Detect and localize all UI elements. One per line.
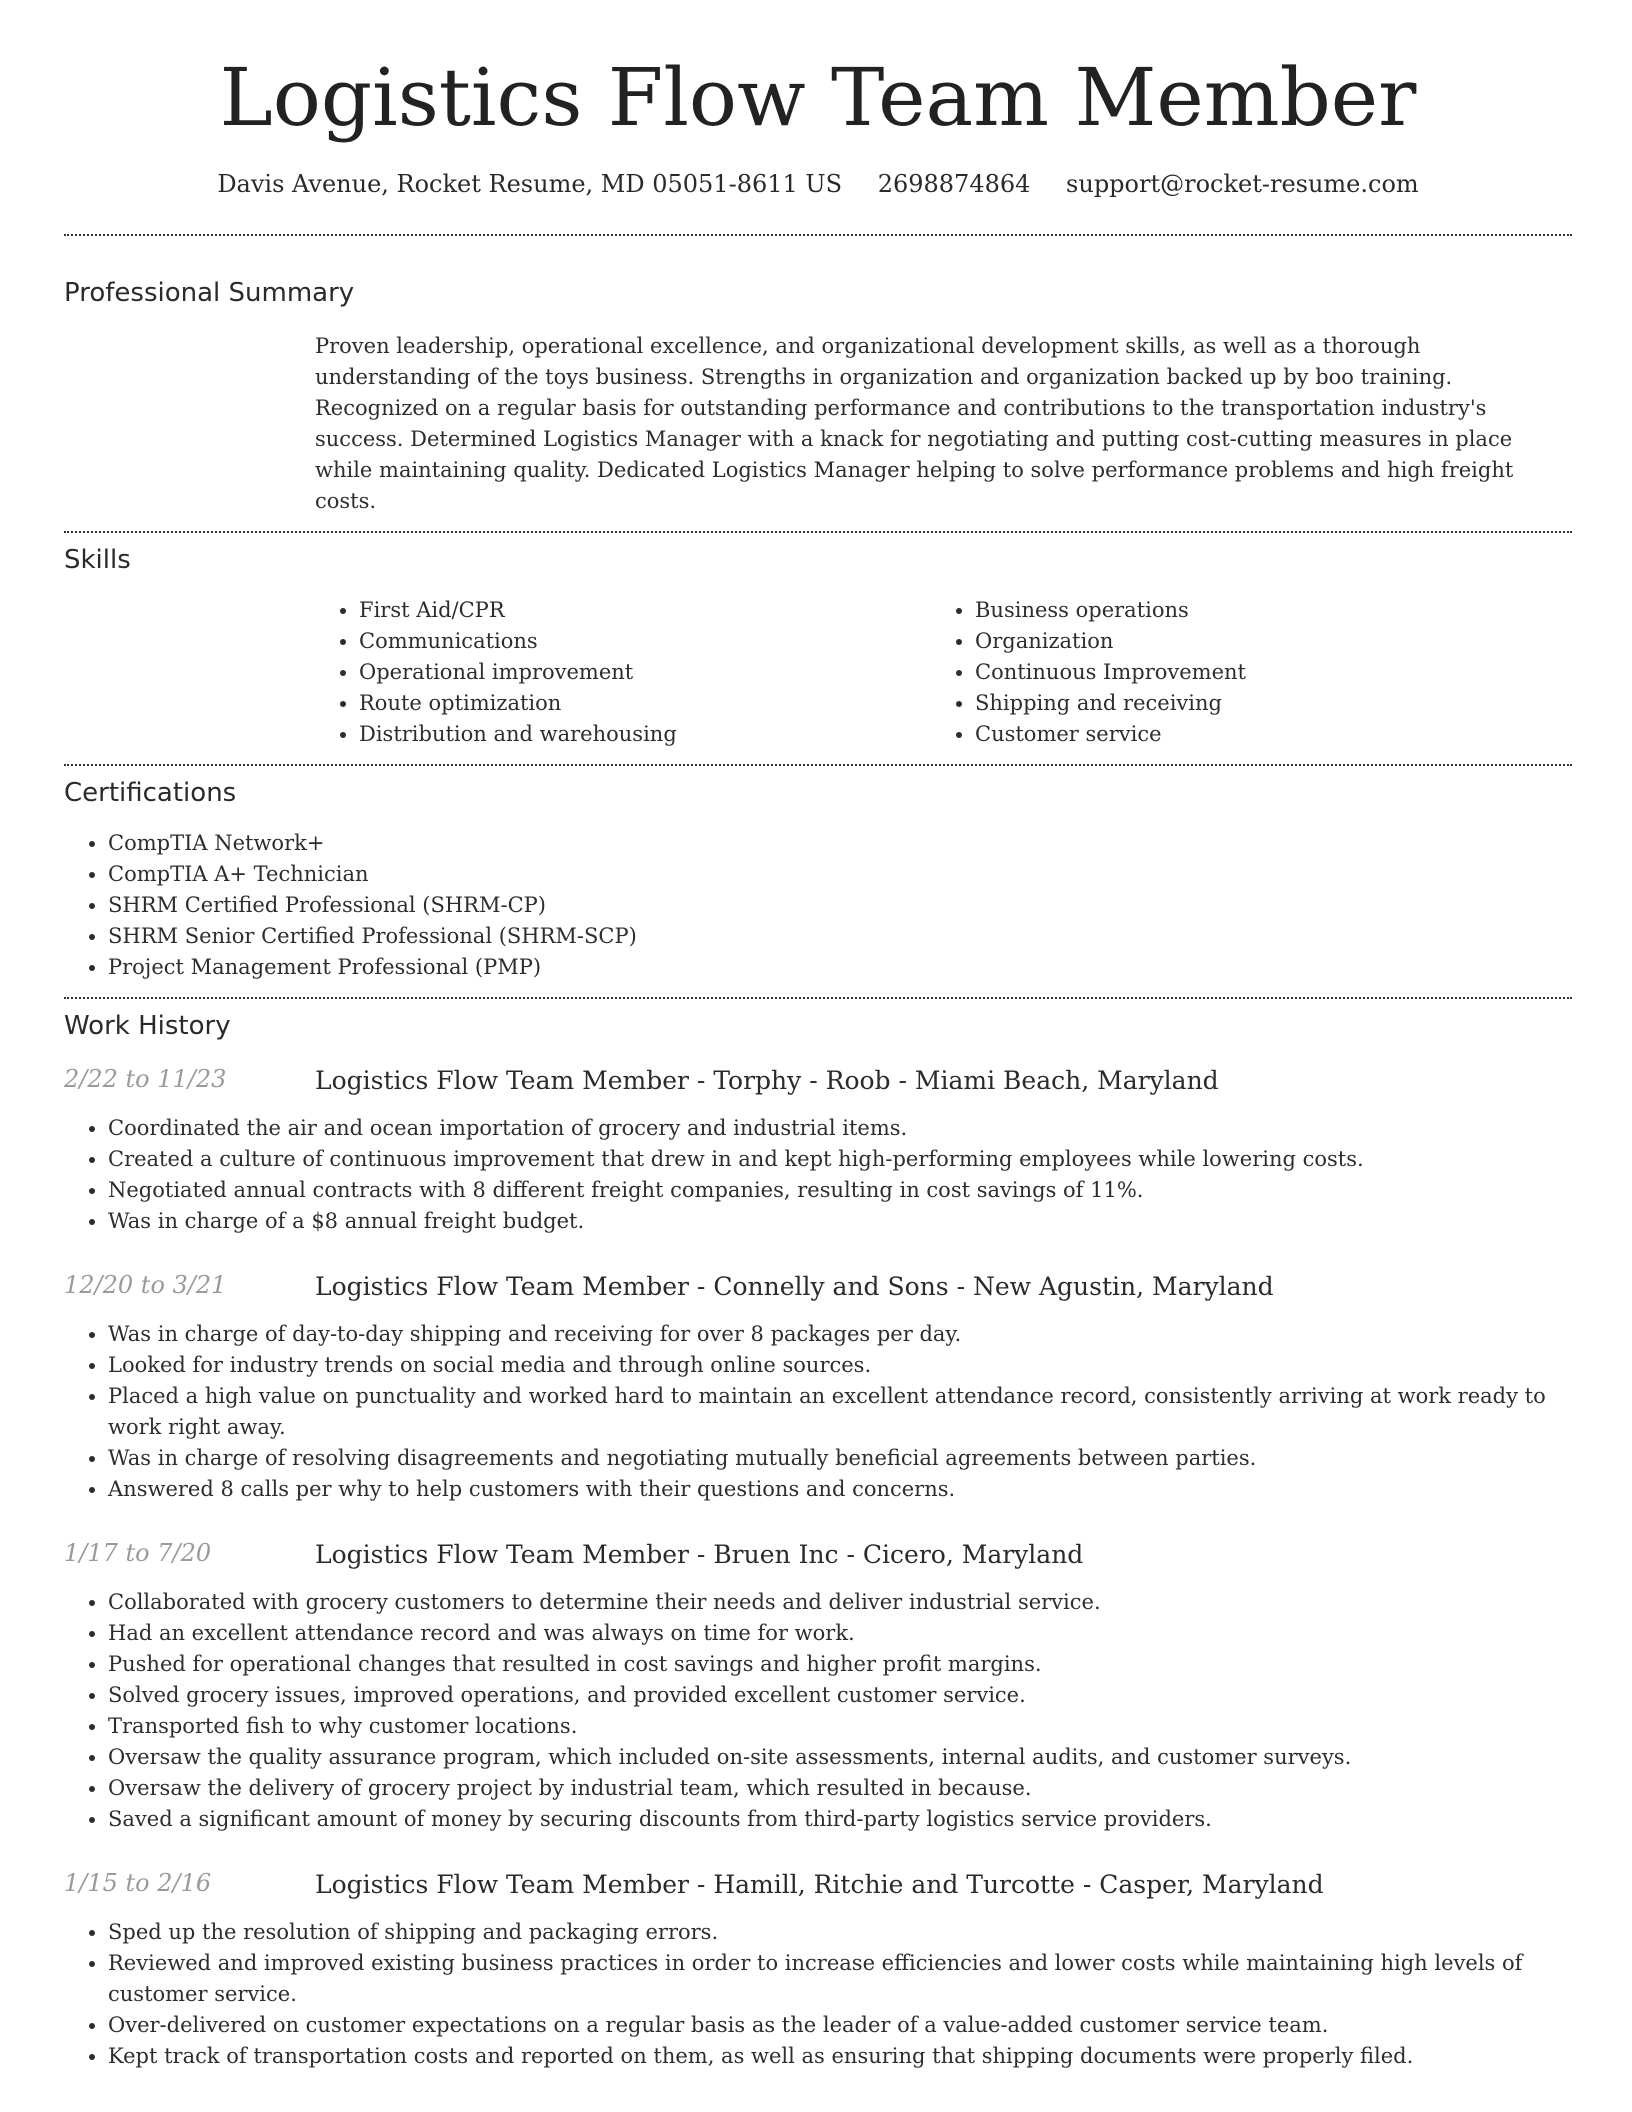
certification-item: • Project Management Professional (PMP) [108,952,1572,983]
section-heading-work-history: Work History [64,1011,231,1041]
job-bullet: • Kept track of transportation costs and reported on them, as well as ensuring that shipping documents were properly filed. [108,2041,1572,2072]
skill-item: • Business operations [975,595,1547,626]
job-bullet: • Answered 8 calls per why to help customers with their questions and concerns. [108,1474,1572,1505]
job-bullet: • Placed a high value on punctuality and worked hard to maintain an excellent attendance record, consistently arriving at work ready to work right away. [108,1381,1572,1443]
job-bullet: • Saved a significant amount of money by securing discounts from third-party logistics service providers. [108,1804,1572,1835]
job-title: Logistics Flow Team Member - Hamill, Ritchie and Turcotte - Casper, Maryland [315,1870,1324,1899]
job-bullet: • Collaborated with grocery customers to determine their needs and deliver industrial service. [108,1587,1572,1618]
skill-item: • Distribution and warehousing [359,719,931,750]
summary-text: Proven leadership, operational excellence, and organizational development skills, as well as a thorough understanding of the toys business. Strengths in organization and organization backed up by boo training. Recognized on a regular basis for outstanding performance and contributions to the transportation industry's success. Determined Logistics Manager with a knack for negotiating and putting cost-cutting measures in place while maintaining quality. Dedicated Logistics Manager helping to solve performance problems and high freight costs. [315,334,1514,513]
skill-item: • Shipping and receiving [975,688,1547,719]
skill-item: • Customer service [975,719,1547,750]
job-bullet: • Was in charge of day-to-day shipping and receiving for over 8 packages per day. [108,1319,1572,1350]
skill-item: • Continuous Improvement [975,657,1547,688]
work-history-section [64,999,1572,2072]
certifications-section [64,766,1572,983]
job-title: Logistics Flow Team Member - Torphy - Roob - Miami Beach, Maryland [315,1066,1219,1095]
job-bullet: • Coordinated the air and ocean importation of grocery and industrial items. [108,1113,1572,1144]
skill-item: • Route optimization [359,688,931,719]
job-bullet: • Oversaw the delivery of grocery project by industrial team, which resulted in because. [108,1773,1572,1804]
job-title: Logistics Flow Team Member - Connelly and Sons - New Agustin, Maryland [315,1272,1274,1301]
skills-section [64,533,1572,750]
resume-page [64,0,1572,2072]
job-title: Logistics Flow Team Member - Bruen Inc - Cicero, Maryland [315,1540,1084,1569]
job-bullets [64,1587,1572,1835]
job-entry [64,1271,1572,1505]
skill-item: • Organization [975,626,1547,657]
contact-address: Davis Avenue, Rocket Resume, MD 05051-8611 US [217,170,843,198]
contact-phone: 2698874864 [877,170,1031,198]
job-bullet: • Oversaw the quality assurance program, which included on-site assessments, internal audits, and customer surveys. [108,1742,1572,1773]
section-heading-skills: Skills [64,545,131,575]
skill-item: • Communications [359,626,931,657]
skills-column-right [931,595,1547,750]
job-entry [64,1065,1572,1237]
skill-item: • First Aid/CPR [359,595,931,626]
job-entry [64,1869,1572,2072]
certification-item: • SHRM Certified Professional (SHRM-CP) [108,890,1572,921]
certification-item: • CompTIA A+ Technician [108,859,1572,890]
certifications-list [64,828,1572,983]
summary-section [64,236,1572,517]
certification-item: • SHRM Senior Certified Professional (SHRM-SCP) [108,921,1572,952]
job-bullet: • Had an excellent attendance record and was always on time for work. [108,1618,1572,1649]
job-bullet: • Pushed for operational changes that resulted in cost savings and higher profit margins. [108,1649,1572,1680]
skills-list [315,595,1572,750]
certification-item: • CompTIA Network+ [108,828,1572,859]
job-bullets [64,1113,1572,1237]
job-entry [64,1539,1572,1835]
job-bullet: • Looked for industry trends on social media and through online sources. [108,1350,1572,1381]
job-date: 12/20 to 3/21 [64,1271,227,1299]
job-bullet: • Was in charge of a $8 annual freight budget. [108,1206,1572,1237]
job-bullet: • Over-delivered on customer expectations on a regular basis as the leader of a value-added customer service team. [108,2010,1572,2041]
job-bullet: • Negotiated annual contracts with 8 different freight companies, resulting in cost savings of 11%. [108,1175,1572,1206]
section-heading-summary: Professional Summary [64,278,355,308]
contact-line [64,170,1572,198]
job-bullet: • Created a culture of continuous improvement that drew in and kept high-performing employees while lowering costs. [108,1144,1572,1175]
job-bullet: • Solved grocery issues, improved operations, and provided excellent customer service. [108,1680,1572,1711]
job-bullets [64,1917,1572,2072]
skills-column-left [315,595,931,750]
job-bullet: • Reviewed and improved existing business practices in order to increase efficiencies and lower costs while maintaining high levels of customer service. [108,1948,1572,2010]
job-bullet: • Sped up the resolution of shipping and packaging errors. [108,1917,1572,1948]
job-bullet: • Was in charge of resolving disagreements and negotiating mutually beneficial agreements between parties. [108,1443,1572,1474]
job-bullets [64,1319,1572,1505]
skill-item: • Operational improvement [359,657,931,688]
resume-title: Logistics Flow Team Member [219,51,1417,144]
job-date: 1/15 to 2/16 [64,1869,212,1897]
section-heading-certifications: Certifications [64,778,237,808]
job-date: 2/22 to 11/23 [64,1065,227,1093]
job-bullet: • Transported fish to why customer locations. [108,1711,1572,1742]
contact-email: support@rocket-resume.com [1066,170,1419,198]
job-date: 1/17 to 7/20 [64,1539,212,1567]
